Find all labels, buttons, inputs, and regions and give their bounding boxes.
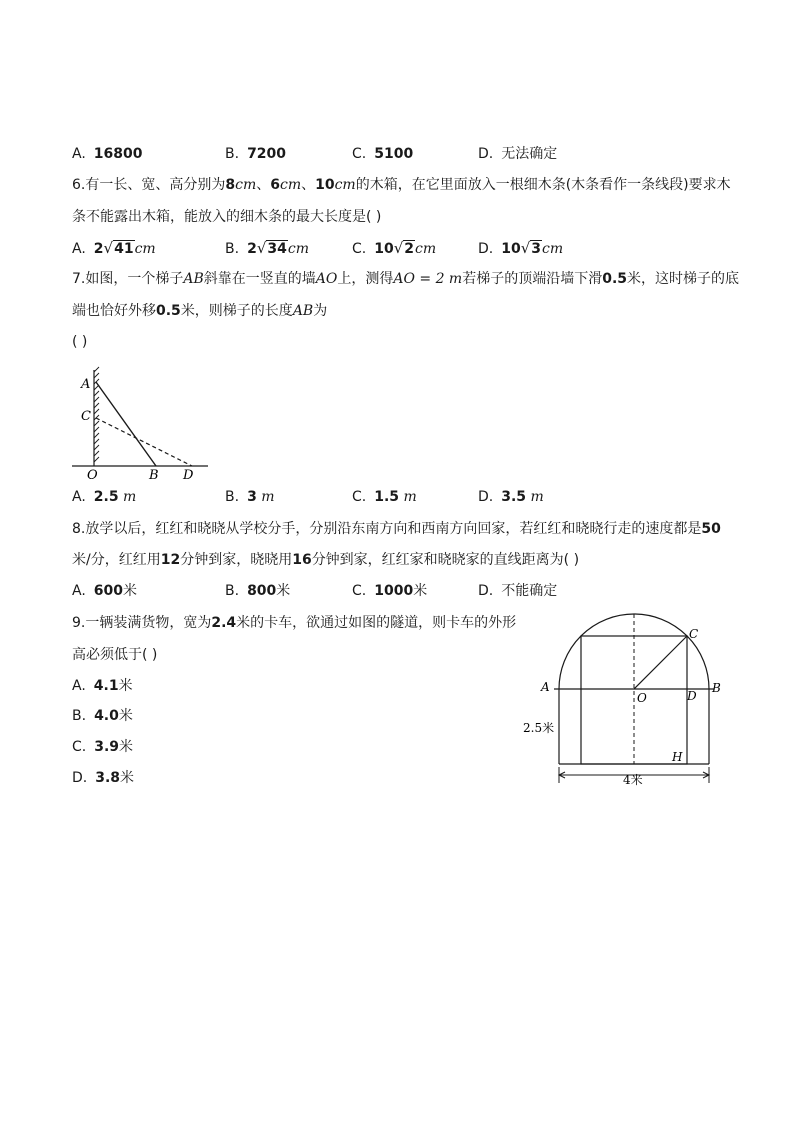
- label-d: D: [183, 468, 194, 483]
- radius-oc: [634, 636, 687, 689]
- label-b: B: [149, 468, 159, 483]
- label-width: 4米: [623, 773, 643, 787]
- q9-stem-line1: 9.一辆装满货物，宽为2.4米的卡车，欲通过如图的隧道，则卡车的外形: [72, 615, 517, 631]
- q7-stem-line2: 端也恰好外移0.5米，则梯子的长度AB为: [72, 303, 328, 319]
- q9-option-d[interactable]: D. 3.8米: [72, 770, 135, 786]
- q7-option-d[interactable]: D. 3.5 m: [478, 489, 544, 505]
- q8-stem-line2: 米/分，红红用12分钟到家，晓晓用16分钟到家，红红家和晓晓家的直线距离为( ): [72, 552, 580, 568]
- label-h: H: [672, 750, 683, 764]
- q6-option-c[interactable]: C. 10√2cm: [352, 239, 437, 257]
- ladder-figure: [68, 358, 218, 483]
- q6-stem-line1: 6.有一长、宽、高分别为8cm、6cm、10cm的木箱，在它里面放入一根细木条(木条看作一条线段)要求木: [72, 177, 731, 193]
- q7-answer-paren: ( ): [72, 334, 88, 350]
- label-o: O: [87, 468, 98, 483]
- wall-hatching: [94, 367, 99, 462]
- q6-option-b[interactable]: B. 2√34cm: [225, 239, 309, 257]
- q6-option-d[interactable]: D. 10√3cm: [478, 239, 564, 257]
- q5-options: [72, 145, 732, 163]
- tunnel-figure: [520, 605, 730, 790]
- q9-option-b[interactable]: B. 4.0米: [72, 708, 133, 724]
- label-a: A: [541, 680, 550, 694]
- q5-option-c[interactable]: C. 5100: [352, 146, 414, 162]
- ladder-ab: [96, 382, 156, 466]
- q6-stem-line2: 条不能露出木箱，能放入的细木条的最大长度是( ): [72, 209, 382, 225]
- label-height: 2.5米: [523, 721, 555, 735]
- q6-option-a[interactable]: A. 2√41cm: [72, 239, 156, 257]
- q7-option-a[interactable]: A. 2.5 m: [72, 489, 137, 505]
- q8-option-a[interactable]: A. 600米: [72, 583, 138, 599]
- sqrt-icon: √: [103, 239, 114, 257]
- q8-options: [72, 582, 732, 600]
- q6-options: [72, 239, 732, 257]
- q9-option-a[interactable]: A. 4.1米: [72, 678, 133, 694]
- label-c: C: [81, 409, 91, 424]
- q7-stem-line1: 7.如图，一个梯子AB斜靠在一竖直的墙AO上，测得AO = 2 m若梯子的顶端沿墙下滑0.5米，这时梯子的底: [72, 271, 740, 287]
- q7-option-b[interactable]: B. 3 m: [225, 489, 275, 505]
- q5-option-b[interactable]: B. 7200: [225, 146, 287, 162]
- q5-option-a[interactable]: A. 16800: [72, 146, 143, 162]
- label-d: D: [687, 689, 697, 703]
- label-o: O: [637, 691, 647, 705]
- q5-option-d[interactable]: D. 无法确定: [478, 146, 558, 162]
- ladder-cd: [96, 418, 192, 466]
- q8-option-b[interactable]: B. 800米: [225, 583, 291, 599]
- q8-option-d[interactable]: D. 不能确定: [478, 583, 558, 599]
- q9-stem-line2: 高必须低于( ): [72, 647, 158, 663]
- sqrt-icon: √: [393, 239, 404, 257]
- sqrt-icon: √: [256, 239, 267, 257]
- label-c: C: [689, 627, 699, 641]
- q7-options: [72, 488, 732, 506]
- q7-option-c[interactable]: C. 1.5 m: [352, 489, 417, 505]
- label-a: A: [81, 377, 91, 392]
- q9-option-c[interactable]: C. 3.9米: [72, 739, 134, 755]
- q8-stem-line1: 8.放学以后，红红和晓晓从学校分手，分别沿东南方向和西南方向回家，若红红和晓晓行走的速度都是50: [72, 521, 721, 537]
- sqrt-icon: √: [520, 239, 531, 257]
- label-b: B: [712, 681, 721, 695]
- q8-option-c[interactable]: C. 1000米: [352, 583, 428, 599]
